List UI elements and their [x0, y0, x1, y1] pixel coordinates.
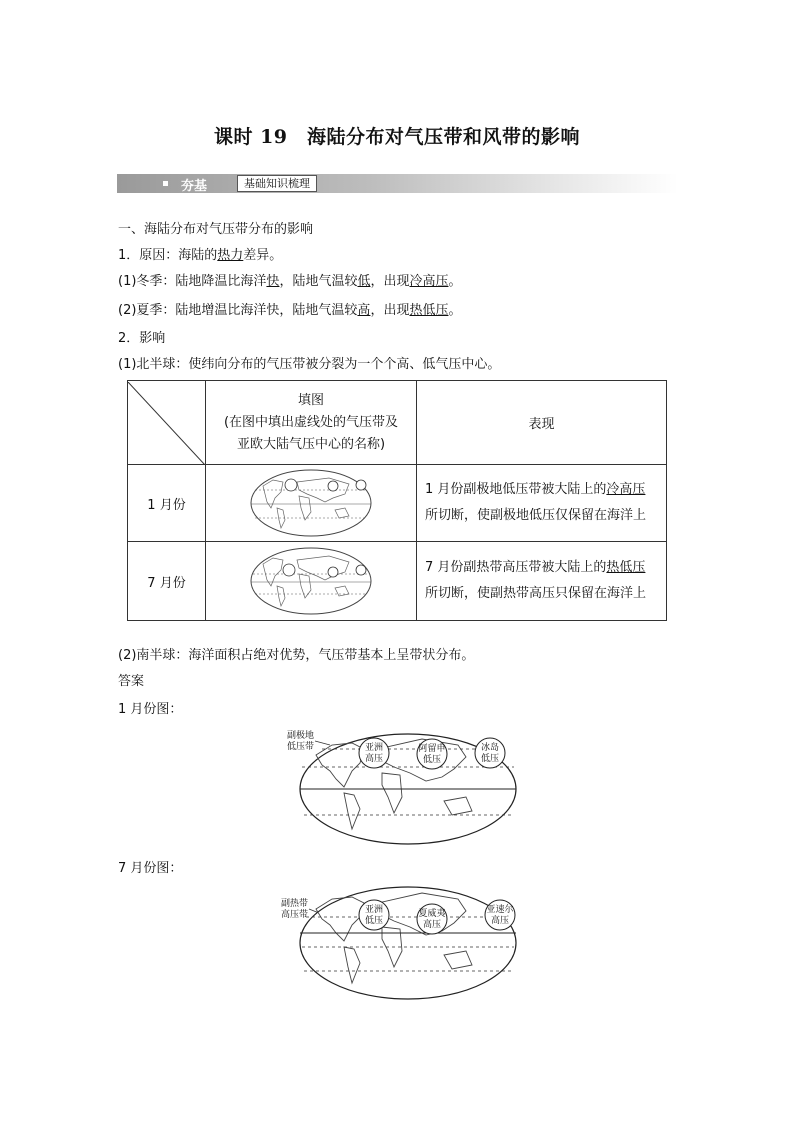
section-banner: [117, 174, 678, 193]
row-text-jul: [417, 542, 667, 621]
jul-center-asia: [360, 905, 388, 927]
center-label-line: 高压: [422, 920, 441, 930]
underlined-answer: 冷高压: [409, 274, 449, 289]
center-label-line: 冰岛: [480, 743, 499, 753]
answer-label: 答案: [118, 674, 145, 689]
header-fill: [206, 381, 417, 465]
comparison-table: [127, 380, 667, 621]
jan-caption: 1 月份图：: [118, 702, 183, 717]
jan-answer-map: [282, 727, 522, 845]
side-label-line: 低压带: [286, 742, 314, 752]
paragraph-north: (1)北半球：使纬向分布的气压带被分裂为一个个高、低气压中心。: [118, 357, 501, 372]
jul-answer-map: [276, 883, 522, 1001]
jan-blank-map-cell: [206, 465, 417, 542]
center-label-line: 亚洲: [364, 905, 383, 915]
row-label-jan: 1 月份: [128, 465, 206, 542]
text: (2)夏季：陆地增温比海洋快，陆地气温较: [118, 303, 358, 318]
bullet-square-icon: [163, 181, 168, 186]
row-label-jul: 7 月份: [128, 542, 206, 621]
text: 所切断，使副极地低压仅保留在海洋上: [425, 508, 647, 523]
text: ，出现: [370, 303, 410, 318]
text: 。: [448, 274, 462, 289]
center-label-line: 亚速尔: [486, 905, 514, 915]
center-label-line: 高压: [490, 916, 509, 926]
jan-center-aleutian: [416, 744, 448, 766]
center-label-line: 高压: [364, 754, 383, 764]
center-label-line: 低压: [364, 916, 383, 926]
diagonal-header-cell: [128, 381, 206, 465]
jul-blank-map-cell: [206, 542, 417, 621]
paragraph-south: (2)南半球：海洋面积占绝对优势，气压带基本上呈带状分布。: [118, 648, 475, 663]
underlined-answer: 低: [357, 274, 371, 289]
underlined-answer: 快: [266, 274, 280, 289]
text: (1)冬季：陆地降温比海洋: [118, 274, 267, 289]
text: 。: [448, 303, 462, 318]
row-text-jan: [417, 465, 667, 542]
text: ，出现: [370, 274, 410, 289]
header-fill-note: 亚欧大陆气压中心的名称): [236, 436, 386, 452]
jul-center-azores: [484, 905, 516, 927]
center-label-line: 夏威夷: [418, 909, 446, 919]
text: 7 月份副热带高压带被大陆上的: [425, 560, 607, 575]
center-label-line: 阿留申: [418, 744, 446, 754]
center-label-line: 亚洲: [364, 743, 383, 753]
underlined-answer: 热低压: [606, 560, 646, 575]
side-label-line: 副热带: [280, 899, 308, 909]
page-title: 课时 19 海陆分布对气压带和风带的影响: [213, 126, 581, 148]
header-show: 表现: [417, 381, 667, 465]
section-heading: 一、海陆分布对气压带分布的影响: [118, 222, 314, 237]
text: 所切断，使副热带高压只保留在海洋上: [425, 586, 647, 601]
jan-blank-map: [249, 468, 373, 538]
center-label-line: 低压: [480, 754, 499, 764]
text: ，陆地气温较: [279, 274, 358, 289]
paragraph-winter: [118, 270, 462, 289]
paragraph-summer: [118, 299, 461, 318]
jul-caption: 7 月份图：: [118, 861, 183, 876]
banner-tag: 基础知识梳理: [237, 175, 317, 192]
jan-center-iceland: [476, 743, 504, 765]
banner-kaiji: 夯基: [181, 179, 208, 194]
paragraph-reason: [118, 244, 282, 263]
underlined-answer: 热低压: [409, 303, 449, 318]
underlined-answer: 冷高压: [606, 482, 646, 497]
jan-center-asia: [360, 743, 388, 765]
underlined-answer: 热力: [217, 248, 244, 263]
header-fill-title: 填图: [297, 392, 324, 408]
side-label-line: 高压带: [280, 910, 308, 920]
text: 差异。: [243, 248, 283, 263]
jul-center-hawaii: [416, 909, 448, 931]
jul-map-drawing: [276, 883, 522, 1001]
header-fill-note: (在图中填出虚线处的气压带及: [223, 414, 399, 430]
text: 1．原因：海陆的: [118, 248, 218, 263]
paragraph-impact: 2．影响: [118, 331, 166, 346]
jul-blank-map: [249, 546, 373, 616]
diagonal-line: [128, 382, 205, 465]
center-label-line: 低压: [422, 755, 441, 765]
side-label-line: 副极地: [286, 731, 314, 741]
underlined-answer: 高: [357, 303, 371, 318]
text: 1 月份副极地低压带被大陆上的: [425, 482, 607, 497]
